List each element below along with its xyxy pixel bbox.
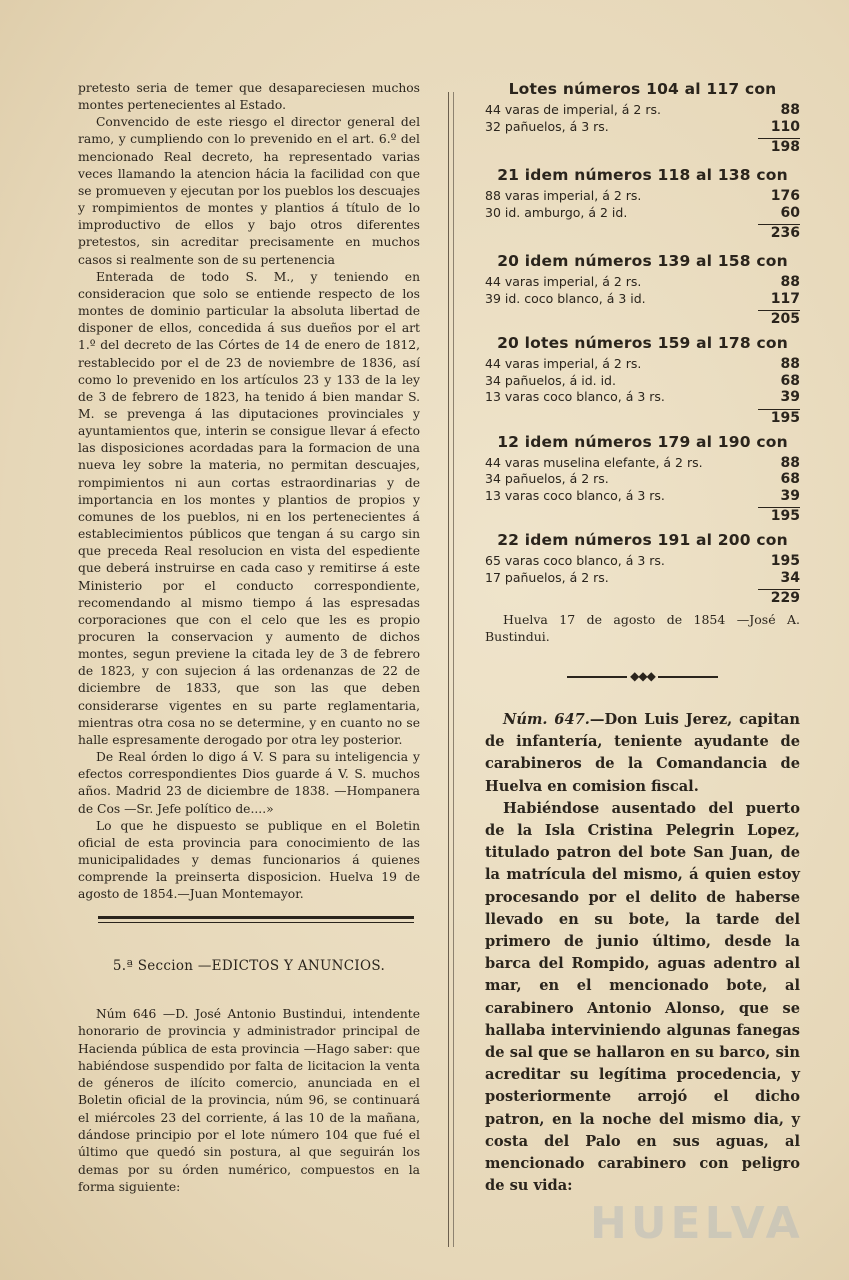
item-desc: 44 varas imperial, á 2 rs. bbox=[485, 356, 642, 371]
ornament-glyph: ◆◆◆ bbox=[630, 669, 655, 683]
lot-heading: 20 idem números 139 al 158 con bbox=[497, 252, 788, 270]
item-amount: 39 bbox=[780, 487, 800, 504]
item-desc: 65 varas coco blanco, á 3 rs. bbox=[485, 553, 665, 568]
item-amount: 60 bbox=[780, 204, 800, 221]
section-divider bbox=[98, 916, 414, 919]
lot-block bbox=[485, 330, 800, 427]
lot-item bbox=[485, 553, 800, 570]
lot-block bbox=[485, 248, 800, 328]
lot-item bbox=[485, 102, 800, 119]
notice-paragraph-2: Habiéndose ausentado del puerto de la Isla Cristina Pelegrin Lopez, titulado patron del bote San Juan, de la matrícula del mismo, á quien estoy procesando por el delito de haberse llevado en su bote, la tarde del primero de junio último, desde la barca del Rompido, aguas adentro al mar, en el mencionado bote, al carabinero Antonio Alonso, que se hallaba interviniendo algunas fanegas de sal que se hallaron en su barco, sin acreditar su legítima procedencia, y posteriormente arrojó el dicho patron, en la noche del mismo dia, y costa del Palo en sus aguas, al mencionado carabinero con peligro de su vida: bbox=[485, 799, 800, 1195]
lot-heading: 12 idem números 179 al 190 con bbox=[497, 432, 788, 451]
notice-intro bbox=[485, 709, 800, 798]
paragraph-continuation: pretesto seria de temer que desapareciesen muchos montes pertenecientes al Estado. bbox=[78, 81, 420, 113]
lot-item bbox=[485, 373, 800, 390]
item-desc: 30 id. amburgo, á 2 id. bbox=[485, 204, 628, 220]
edict-column bbox=[78, 1006, 420, 1196]
lot-heading: 20 lotes números 159 al 178 con bbox=[497, 334, 788, 352]
archive-watermark: HUELVA bbox=[590, 1198, 804, 1249]
item-amount: 39 bbox=[780, 389, 800, 405]
lot-total: 205 bbox=[770, 311, 800, 327]
notice-647 bbox=[485, 709, 800, 1197]
column-rule bbox=[448, 92, 449, 1247]
lot-total: 229 bbox=[770, 590, 800, 606]
paragraph-closing: De Real órden lo digo á V. S para su inteligencia y efectos correspondientes Dios guarde á V. S. muchos años. Madrid 23 de diciembre de 1838. —Hompanera de Cos —Sr. Jefe político de....» bbox=[78, 750, 420, 816]
item-amount: 34 bbox=[780, 569, 800, 586]
lot-item bbox=[485, 471, 800, 488]
lot-item bbox=[485, 291, 800, 308]
item-amount: 68 bbox=[780, 372, 800, 389]
item-desc: 44 varas muselina elefante, á 2 rs. bbox=[485, 454, 703, 470]
column-rule-inner bbox=[453, 92, 454, 1247]
section-heading: 5.ª Seccion —EDICTOS Y ANUNCIOS. bbox=[112, 958, 386, 974]
item-desc: 17 pañuelos, á 2 rs. bbox=[485, 569, 609, 585]
lot-total: 195 bbox=[770, 508, 800, 524]
lot-item bbox=[485, 188, 800, 205]
lot-heading: 22 idem números 191 al 200 con bbox=[497, 531, 788, 549]
notice-number: Núm. 647. bbox=[503, 711, 590, 728]
paragraph-director: Convencido de este riesgo el director general del ramo, y cumpliendo con lo prevenido en el art. 6.º del mencionado Real decreto, ha representado varias veces llamando la atencion hácia la facilidad con que se promueven y ejecutan por los pueblos los descuajes y rompimientos de montes y plantios á título de lo improductivo de ellos y bajo otros diferentes pretestos, sin acreditar precisamente en muchos casos si realmente son de su pertenencia bbox=[78, 115, 420, 267]
lot-item bbox=[485, 119, 800, 136]
ornament-line bbox=[567, 676, 627, 678]
item-desc: 39 id. coco blanco, á 3 id. bbox=[485, 290, 646, 306]
signature: Huelva 17 de agosto de 1854 —José A. Bustindui. bbox=[485, 612, 800, 644]
lot-total: 195 bbox=[770, 409, 800, 426]
item-desc: 44 varas de imperial, á 2 rs. bbox=[485, 102, 661, 117]
ornament-line bbox=[658, 676, 718, 678]
item-amount: 88 bbox=[780, 102, 800, 118]
lot-total: 198 bbox=[770, 139, 800, 155]
item-amount: 195 bbox=[770, 553, 800, 569]
item-amount: 88 bbox=[780, 274, 800, 290]
item-amount: 117 bbox=[770, 290, 800, 307]
lot-item bbox=[485, 455, 800, 472]
lot-item bbox=[485, 488, 800, 505]
lot-block bbox=[485, 76, 800, 156]
lot-item bbox=[485, 570, 800, 587]
paragraph-publication: Lo que he dispuesto se publique en el Boletin oficial de esta provincia para conocimiento de las municipalidades y demas funcionarios á quienes comprende la preinserta disposicion. Huelva 19 de agosto de 1854.—Juan Montemayor. bbox=[78, 818, 420, 902]
section-divider-thin bbox=[98, 922, 414, 923]
ornament-divider bbox=[485, 669, 800, 683]
lot-item bbox=[485, 274, 800, 291]
lot-item bbox=[485, 389, 800, 406]
item-desc: 44 varas imperial, á 2 rs. bbox=[485, 274, 642, 289]
lot-item bbox=[485, 205, 800, 222]
paragraph-royal-order: Enterada de todo S. M., y teniendo en consideracion que solo se entiende respecto de los montes de dominio particular la absoluta libertad de disponer de ellos, concedida á sus dueños por el art 1.º del decreto de las Córtes de 14 de enero de 1812, restablecido por el de 23 de noviembre de 1836, así como lo prevenido en los artículos 23 y 133 de la ley de 3 de febrero de 1823, ha tenido á bien mandar S. M. se prevenga á las diputaciones provinciales y ayuntamientos que, interin se consigue llevar á efecto las disposiciones acordadas para la formacion de una nueva ley sobre la materia, no permitan descuajes, rompimientos ni aun cortas estraordinarias y de importancia en los montes y plantios de propios y comunes de los pueblos, ni en los pertenecientes á establecimientos públicos que tengan á su cargo sin que preceda Real resolucion en vista del espediente que deberá instruirse en cada caso y remitirse á este Ministerio por el conducto correspondiente, recomendando al mismo tiempo á las espresadas corporaciones que con el celo que les es propio procuren la conservacion y aumento de dichos montes, segun previene la citada ley de 3 de febrero de 1823, y con sujecion á las ordenanzas de 22 de diciembre de 1833, que son las que deben considerarse vigentes en su parte reglamentaria, mientras otra cosa no se determine, y en cuanto no se halle espresamente derogado por otra ley posterior. bbox=[78, 269, 420, 747]
item-desc: 13 varas coco blanco, á 3 rs. bbox=[485, 487, 665, 503]
item-amount: 176 bbox=[770, 188, 800, 204]
edict-paragraph: Núm 646 —D. José Antonio Bustindui, intendente honorario de provincia y administrador principal de Hacienda pública de esta provincia —Hago saber: que habiéndose suspendido por falta de licitacion la venta de géneros de ilícito comercio, anunciada en el Boletin oficial de la provincia, núm 96, se continuará el miércoles 23 del corriente, á las 10 de la mañana, dándose principio por el lote número 104 que fué el último que quedó sin postura, al que seguirán los demas por su órden numérico, compuestos en la forma siguiente: bbox=[78, 1007, 420, 1194]
lot-block bbox=[485, 429, 800, 526]
lot-block bbox=[485, 527, 800, 607]
item-desc: 13 varas coco blanco, á 3 rs. bbox=[485, 389, 665, 404]
right-column bbox=[485, 76, 800, 1197]
item-desc: 32 pañuelos, á 3 rs. bbox=[485, 118, 609, 134]
lot-heading: 21 idem números 118 al 138 con bbox=[497, 166, 788, 184]
lot-total: 236 bbox=[770, 225, 800, 241]
item-amount: 110 bbox=[770, 118, 800, 135]
lot-heading: Lotes números 104 al 117 con bbox=[508, 80, 777, 98]
item-desc: 34 pañuelos, á id. id. bbox=[485, 372, 616, 388]
item-amount: 88 bbox=[780, 454, 800, 471]
lot-block bbox=[485, 162, 800, 242]
item-amount: 88 bbox=[780, 356, 800, 372]
item-desc: 34 pañuelos, á 2 rs. bbox=[485, 471, 609, 486]
item-amount: 68 bbox=[780, 471, 800, 487]
notice-paragraph-1: —Don Luis Jerez, capitan de infantería, teniente ayudante de carabineros de la Comandancia de Huelva en comision fiscal. bbox=[485, 711, 800, 795]
item-desc: 88 varas imperial, á 2 rs. bbox=[485, 188, 642, 203]
left-column bbox=[78, 80, 420, 904]
lot-item bbox=[485, 356, 800, 373]
